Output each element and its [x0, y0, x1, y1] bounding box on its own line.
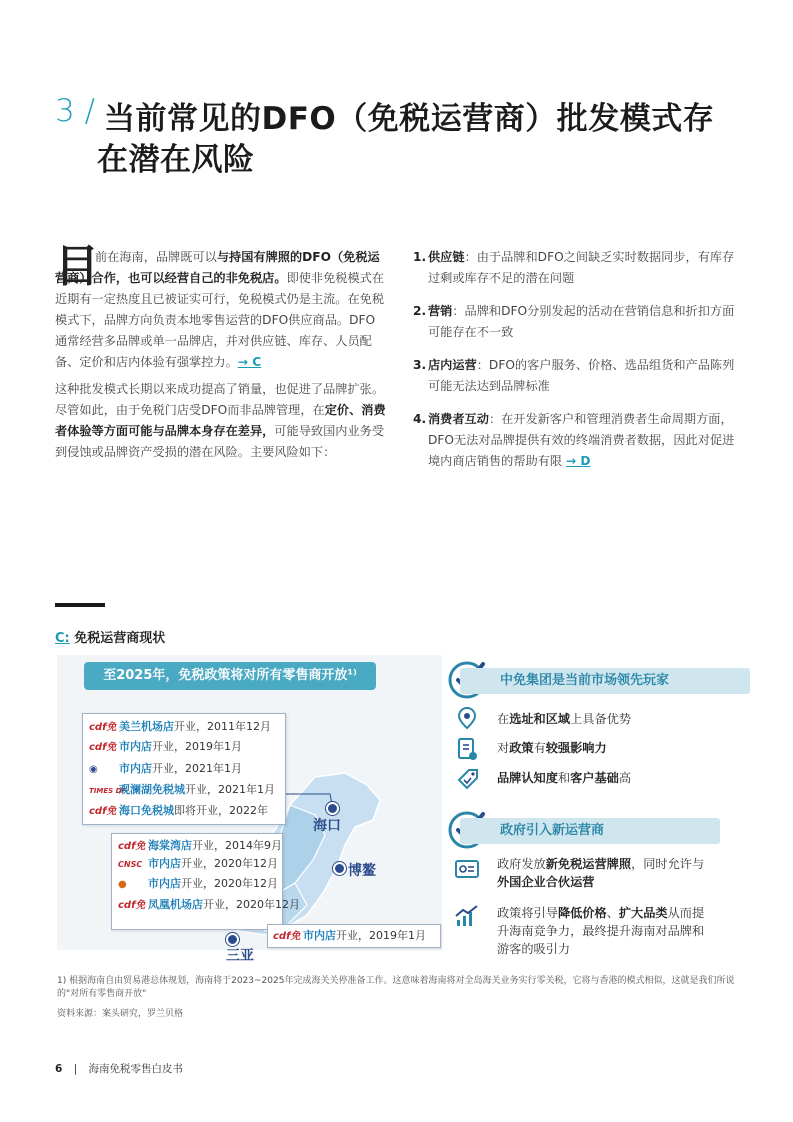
location-pin-icon — [455, 706, 479, 730]
license-card-icon — [453, 857, 481, 881]
document-title: 海南免税零售白皮书 — [88, 1063, 184, 1075]
policy-banner: 至2025年，免税政策将对所有零售商开放¹⁾ — [84, 662, 376, 690]
intro-paragraph — [55, 247, 386, 373]
p2-text-bold: 定价、消费者体验等方面可能与品牌本身存在差异， — [55, 403, 386, 438]
store-row: cdf免 市内店开业，2019年1月 — [89, 740, 242, 753]
store-row: ◉ 市内店开业，2021年1月 — [89, 762, 242, 775]
dropcap: 目 — [55, 241, 99, 292]
tag-check-icon — [455, 766, 481, 792]
title-number: 3 / — [55, 93, 96, 129]
section-divider — [55, 603, 105, 607]
p2-text-a: 这种批发模式长期以来成功提高了销量，也促进了品牌扩张。尽管如此，由于免税门店受DFO而非品牌管理，在 — [55, 382, 385, 417]
store-row: ● 市内店开业，2020年12月 — [118, 877, 278, 890]
section-title — [55, 627, 165, 646]
link-d[interactable]: → D — [565, 454, 591, 468]
risk-item-4: 4. 消费者互动：在开发新客户和管理消费者生命周期方面，DFO无法对品牌提供有效的终端消费者数据，因此对促进境内商店销售的帮助有限 → D — [413, 412, 735, 468]
page-footer — [55, 1061, 183, 1076]
page-title-line2: 在潜在风险 — [97, 142, 255, 178]
city-boao: 博鳌 — [348, 863, 376, 879]
cdfg-item-2: 对政策有较强影响力 — [497, 741, 607, 755]
sanya-store-box — [111, 833, 300, 930]
cdfg-item-3: 品牌认知度和客户基础高 — [497, 771, 632, 785]
store-row: TIMES DF观澜湖免税城开业，2021年1月 — [89, 783, 275, 796]
section-title-text: 免税运营商现状 — [74, 631, 166, 646]
page-separator: | — [73, 1063, 78, 1075]
p1-text-a: 前在海南，品牌既可以 — [95, 250, 217, 264]
boao-store-box — [267, 924, 441, 948]
store-row: cdf免 海棠湾店开业，2014年9月 — [118, 839, 282, 852]
connector-haikou — [280, 794, 332, 804]
link-c[interactable]: → C — [237, 355, 262, 369]
p1-text-c: 即使非免税模式在近期有一定热度且已被证实可行，免税模式仍是主流。在免税模式下，品牌方向负责本地零售运营的DFO供应商品。DFO通常经营多品牌或单一品牌店，并对供应链、库存、人员配备、定价和店内体验有强掌控力。 — [55, 271, 385, 369]
store-row: cdf免 海口免税城即将开业，2022年 — [89, 804, 268, 817]
city-haikou: 海口 — [313, 818, 341, 834]
footnote-line-2: 的"对所有零售商开放" — [57, 989, 147, 999]
store-row: cdf免 美兰机场店开业，2011年12月 — [89, 720, 271, 733]
p1-text-bold: 与持国有牌照的DFO（免税运营商）合作，也可以经营自己的非免税店。 — [55, 250, 380, 285]
haikou-store-box — [82, 713, 286, 825]
section-prefix: C: — [55, 631, 70, 646]
cdfg-heading: 中免集团是当前市场领先玩家 — [460, 668, 750, 694]
page-number: 6 — [55, 1063, 63, 1075]
store-row: CNSC 市内店开业，2020年12月 — [118, 857, 278, 870]
newops-item-1: 政府发放新免税运营牌照，同时允许与外国企业合伙运营 — [497, 857, 705, 889]
store-row: cdf免 凤凰机场店开业，2020年12月 — [118, 898, 300, 911]
risk-item-3: 3. 店内运营：DFO的客户服务、价格、选品组货和产品陈列可能无法达到品牌标准 — [413, 358, 735, 393]
footnote — [57, 975, 747, 1001]
risk-item-2: 2. 营销：品牌和DFO分别发起的活动在营销信息和折扣方面可能存在不一致 — [413, 304, 735, 339]
risk-item-1: 1. 供应链：由于品牌和DFO之间缺乏实时数据同步，有库存过剩或库存不足的潜在问题 — [413, 250, 735, 285]
newops-item-2: 政策将引导降低价格、扩大品类从而提升海南竞争力，最终提升海南对品牌和游客的吸引力 — [497, 906, 705, 956]
policy-document-icon — [455, 736, 479, 762]
growth-chart-icon — [453, 904, 481, 928]
haikou-marker — [326, 802, 339, 815]
second-paragraph — [55, 379, 386, 463]
risk-list — [413, 247, 738, 484]
p2-text-c: 可能导致国内业务受到侵蚀或品牌资产受损的潜在风险。主要风险如下： — [55, 424, 385, 459]
page-title-line1: 当前常见的DFO（免税运营商）批发模式存 — [104, 101, 715, 137]
source-note: 资料来源：案头研究，罗兰贝格 — [57, 1009, 184, 1019]
store-row: cdf免 市内店开业，2019年1月 — [273, 929, 426, 942]
boao-marker — [333, 862, 346, 875]
city-sanya: 三亚 — [226, 948, 254, 964]
footnote-line-1: 1) 根据海南自由贸易港总体规划，海南将于2023~2025年完成海关关停准备工作。这意味着海南将对全岛海关业务实行零关税，它将与香港的模式相似，这就是我们所说 — [57, 976, 735, 986]
newops-heading: 政府引入新运营商 — [460, 818, 720, 844]
cdfg-item-1: 在选址和区域上具备优势 — [497, 712, 632, 726]
